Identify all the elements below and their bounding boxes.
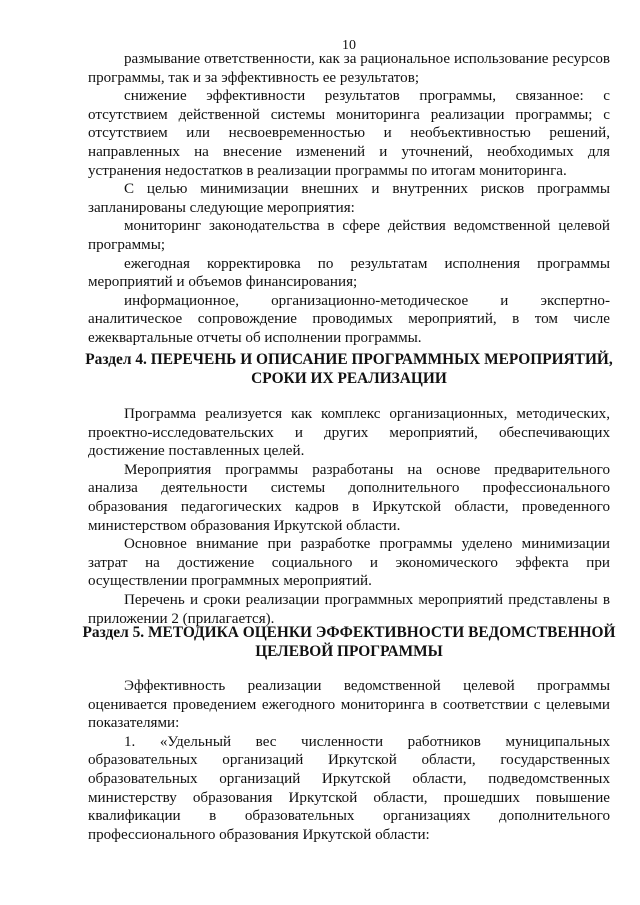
risk-mitigation-block bbox=[88, 50, 610, 348]
paragraph: С целью минимизации внешних и внутренних рисков программы запланированы следующие мероприятия: bbox=[88, 181, 610, 216]
section-title-line: Раздел 4. ПЕРЕЧЕНЬ И ОПИСАНИЕ ПРОГРАММНЫХ МЕРОПРИЯТИЙ, bbox=[85, 351, 613, 368]
paragraph: Эффективность реализации ведомственной целевой программы оценивается проведением ежегодного мониторинга в соответствии с целевыми показателями: bbox=[88, 678, 610, 732]
section-5-title bbox=[76, 623, 622, 661]
paragraph: Мероприятия программы разработаны на основе предварительного анализа деятельности системы дополнительного профессионального образования педагогических кадров в Иркутской области, проведенного министерством образования Иркутской области. bbox=[88, 461, 610, 534]
section-4-body bbox=[88, 405, 610, 628]
section-4-title bbox=[76, 350, 622, 388]
paragraph: Программа реализуется как комплекс организационных, методических, проектно-исследовательских и других мероприятий, обеспечивающих достижение поставленных целей. bbox=[88, 406, 610, 460]
section-title-line: ЦЕЛЕВОЙ ПРОГРАММЫ bbox=[255, 643, 443, 660]
section-5-body bbox=[88, 677, 610, 844]
page-number: 10 bbox=[342, 38, 356, 53]
paragraph: 1. «Удельный вес численности работников муниципальных образовательных организаций Иркутской области, государственных образовательных организаций Иркутской области, подведомственных министерству образования Иркутской области, прошедших повышение квалификации в образовательных организациях дополнительного профессионального образования Иркутской области: bbox=[88, 733, 610, 843]
paragraph: Основное внимание при разработке программы уделено минимизации затрат на достижение социального и экономического эффекта при осуществлении программных мероприятий. bbox=[88, 536, 610, 590]
paragraph: снижение эффективности результатов программы, связанное: с отсутствием действенной системы мониторинга реализации программы; с отсутствием или несвоевременностью и необъективностью решений, направленных на внесение изменений и уточнений, необходимых для устранения недостатков в реализации программы по итогам мониторинга. bbox=[88, 88, 610, 179]
section-title-line: Раздел 5. МЕТОДИКА ОЦЕНКИ ЭФФЕКТИВНОСТИ ВЕДОМСТВЕННОЙ bbox=[82, 624, 616, 641]
paragraph: размывание ответственности, как за рациональное использование ресурсов программы, так и за эффективность ее результатов; bbox=[88, 51, 610, 86]
paragraph: мониторинг законодательства в сфере действия ведомственной целевой программы; bbox=[88, 218, 610, 253]
paragraph: Перечень и сроки реализации программных мероприятий представлены в приложении 2 (прилагается). bbox=[88, 591, 610, 627]
section-title-line: СРОКИ ИХ РЕАЛИЗАЦИИ bbox=[251, 370, 447, 387]
paragraph: информационное, организационно-методическое и экспертно-аналитическое сопровождение проводимых мероприятий, в том числе ежеквартальные отчеты об исполнении программы. bbox=[88, 292, 610, 346]
paragraph: ежегодная корректировка по результатам исполнения программы мероприятий и объемов финансирования; bbox=[88, 255, 610, 291]
